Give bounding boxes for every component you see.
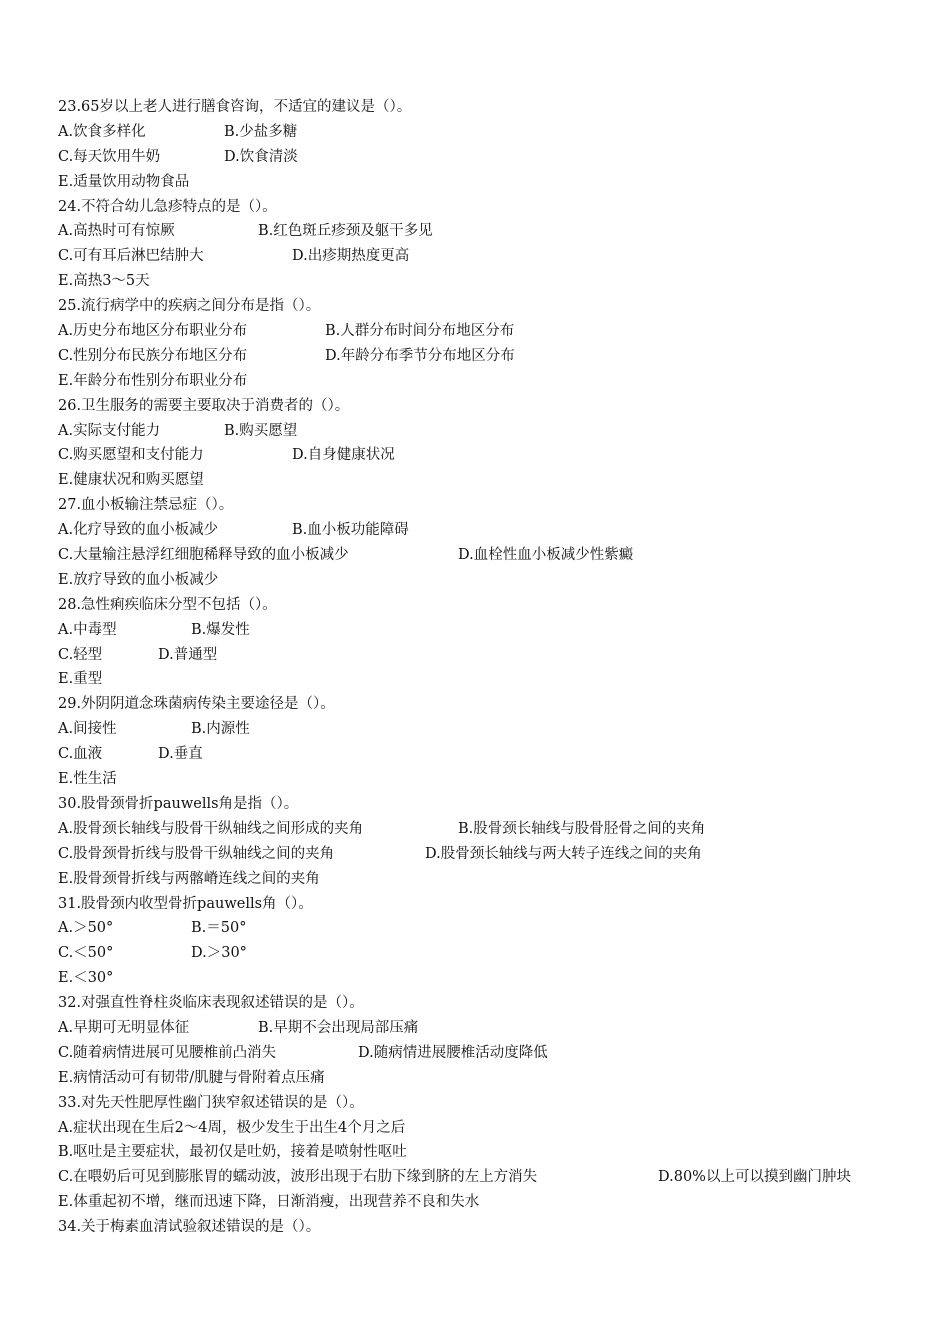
option-c: C.轻型 [58,646,103,663]
option-d: D.股骨颈长轴线与两大转子连线之间的夹角 [425,845,702,862]
option-a: A.股骨颈长轴线与股骨干纵轴线之间形成的夹角 [58,820,364,837]
option-c: C.性别分布民族分布地区分布 [58,347,248,364]
option-row [58,842,938,867]
option-a: A.症状出现在生后2～4周，极少发生于出生4个月之后 [58,1119,406,1136]
option-b: B.爆发性 [191,621,250,638]
option-d: D.＞30° [191,945,247,962]
option-c: C.购买愿望和支付能力 [58,447,204,464]
option-c: C.可有耳后淋巴结肿大 [58,248,204,265]
option-row [58,518,938,543]
option-row [58,543,938,568]
option-row [58,319,938,344]
option-b: B.＝50° [191,920,247,937]
option-b: B.呕吐是主要症状，最初仅是吐奶，接着是喷射性呕吐 [58,1144,407,1161]
question-stem: 25.流行病学中的疾病之间分布是指（）。 [58,298,321,315]
option-row [58,941,938,966]
question-list [58,95,938,1240]
option-row [58,817,938,842]
option-d: D.年龄分布季节分布地区分布 [325,347,515,364]
option-e: E.放疗导致的血小板减少 [58,571,219,588]
question-stem: 29.外阴阴道念珠菌病传染主要途径是（）。 [58,696,335,713]
option-row [58,742,938,767]
option-b: B.人群分布时间分布地区分布 [325,323,515,340]
option-e: E.健康状况和购买愿望 [58,472,204,489]
option-c: C.血液 [58,746,103,763]
option-row [58,244,938,269]
option-a: A.化疗导致的血小板减少 [58,522,219,539]
question-stem: 28.急性痢疾临床分型不包括（）。 [58,596,277,613]
option-c: C.＜50° [58,945,114,962]
option-e: E.＜30° [58,970,114,987]
option-a: A.高热时可有惊厥 [58,223,175,240]
option-b: B.购买愿望 [224,422,298,439]
option-c: C.股骨颈骨折线与股骨干纵轴线之间的夹角 [58,845,335,862]
option-b: B.内源性 [191,721,250,738]
option-d: D.血栓性血小板减少性紫癜 [458,547,634,564]
option-a: A.＞50° [58,920,114,937]
option-d: D.垂直 [158,746,203,763]
option-e: E.性生活 [58,771,117,788]
option-e: E.病情活动可有韧带/肌腱与骨附着点压痛 [58,1069,325,1086]
option-c: C.每天饮用牛奶 [58,148,161,165]
option-a: A.饮食多样化 [58,123,146,140]
question-stem: 23.65岁以上老人进行膳食咨询，不适宜的建议是（）。 [58,99,412,115]
option-row [58,120,938,145]
question-stem: 30.股骨颈骨折pauwells角是指（）。 [58,795,299,812]
option-a: A.间接性 [58,721,117,738]
option-d: D.80%以上可以摸到幽门肿块 [658,1169,851,1186]
option-row [58,618,938,643]
option-row [58,344,938,369]
option-d: D.自身健康状况 [292,447,395,464]
question-stem: 24.不符合幼儿急疹特点的是（）。 [58,198,277,215]
option-c: C.在喂奶后可见到膨胀胃的蠕动波，波形出现于右肋下缘到脐的左上方消失 [58,1169,538,1186]
option-b: B.血小板功能障碍 [292,522,409,539]
option-e: E.年龄分布性别分布职业分布 [58,372,248,389]
option-d: D.饮食清淡 [224,148,298,165]
option-a: A.历史分布地区分布职业分布 [58,323,248,340]
option-row [58,1165,938,1190]
option-e: E.体重起初不增，继而迅速下降，日渐消瘦，出现营养不良和失水 [58,1194,480,1211]
option-a: A.中毒型 [58,621,117,638]
option-d: D.随病情进展腰椎活动度降低 [358,1044,548,1061]
option-e: E.股骨颈骨折线与两髂嵴连线之间的夹角 [58,870,320,887]
option-row [58,1016,938,1041]
option-b: B.早期不会出现局部压痛 [258,1019,419,1036]
option-c: C.随着病情进展可见腰椎前凸消失 [58,1044,277,1061]
option-row [58,643,938,668]
option-b: B.少盐多糖 [224,123,298,140]
question-stem: 26.卫生服务的需要主要取决于消费者的（）。 [58,397,350,414]
option-e: E.高热3～5天 [58,273,150,290]
option-e: E.适量饮用动物食品 [58,173,190,190]
option-row [58,145,938,170]
question-stem: 27.血小板输注禁忌症（）。 [58,497,234,514]
question-stem: 33.对先天性肥厚性幽门狭窄叙述错误的是（）。 [58,1094,364,1111]
option-d: D.出疹期热度更高 [292,248,410,265]
option-row [58,419,938,444]
option-a: A.早期可无明显体征 [58,1019,190,1036]
option-c: C.大量输注悬浮红细胞稀释导致的血小板减少 [58,547,349,564]
option-b: B.股骨颈长轴线与股骨胫骨之间的夹角 [458,820,706,837]
option-e: E.重型 [58,671,103,688]
option-b: B.红色斑丘疹颈及躯干多见 [258,223,433,240]
question-stem: 31.股骨颈内收型骨折pauwells角（）。 [58,895,313,912]
option-row [58,717,938,742]
option-row [58,1041,938,1066]
option-a: A.实际支付能力 [58,422,161,439]
question-stem: 34.关于梅素血清试验叙述错误的是（）。 [58,1219,321,1236]
option-row [58,916,938,941]
question-stem: 32.对强直性脊柱炎临床表现叙述错误的是（）。 [58,995,364,1012]
option-row [58,443,938,468]
option-row [58,219,938,244]
option-d: D.普通型 [158,646,218,663]
